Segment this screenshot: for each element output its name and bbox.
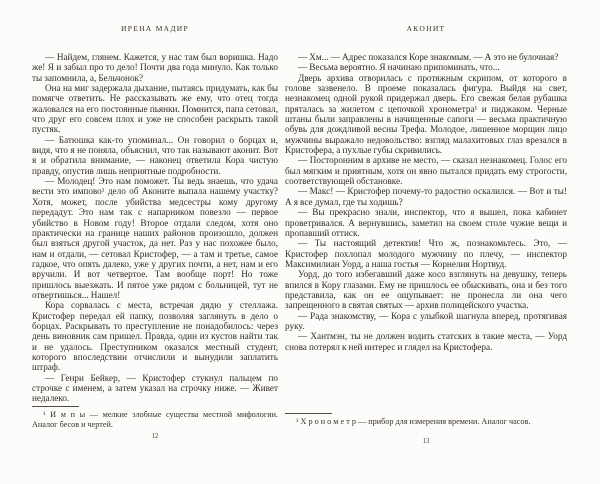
paragraph: — Посторонним в архиве не место, — сказал незнакомец. Голос его был мягким и приятным, хотя он явно пытался придать ему строгости, соответствующей обстановке.: [285, 155, 567, 187]
paragraph: — Ты настоящий детектив! Что ж, познакомьтесь. Это, — Кристофер похлопал молодого мужчину по плечу, — инспектор Максимилиан Уорд, а наша гостья — Корнелия Нортвуд.: [285, 238, 567, 269]
page-left-body: [32, 52, 278, 408]
footnote-block: [285, 413, 567, 427]
paragraph: Она на миг задержала дыхание, пытаясь придумать, как бы помягче ответить. Не рассказывать же ему, что отец тогда жаловался на его постоянные пьянки. Помнится, папа сетовал, что друг его совсем плох и уже не способен раскрыть такой пустяк.: [32, 83, 278, 135]
running-head-title: АКОНИТ: [406, 24, 446, 33]
running-head-author: ИРЕНА МАДИР: [121, 24, 189, 33]
footnote-text: ¹ И м п ы — мелкие злобные существа местной мифологии. Аналог бесов и чертей.: [32, 410, 278, 429]
page-number: 13: [422, 438, 430, 445]
paragraph: — Хантмэн, ты не должен водить статских в такие места, — Уорд снова потерял к ней интерес и глядел на Кристофера.: [285, 331, 567, 352]
footnote-text: ¹ Х р о н о м е т р — прибор для измерения времени. Аналог часов.: [296, 417, 531, 426]
footnote-rule: [285, 413, 332, 414]
paragraph: Уорд, до того избегавший даже косо взглянуть на девушку, теперь впился в Кору глазами. Ему не пришлось ее обыскивать, она и без того представила, как он ее ощупывает: не пронесла ли она чего запрещенного в святая святых — архив полицейского участка.: [285, 269, 567, 311]
paragraph: — Генри Бейкер, — Кристофер стукнул пальцем по строчке с именем, а затем указал на строчку ниже. — Живет недалеко.: [32, 372, 278, 404]
paragraph: — Весьма вероятно. Я начинаю припоминать, что...: [298, 62, 500, 73]
paragraph: — Макс! — Кристофер почему-то радостно оскалился. — Вот и ты! А я все думал, где ты ходишь?: [285, 186, 567, 207]
paragraph: — Батюшка как-то упоминал... Он говорил о борцах и, видя, что я не поняла, объяснил, что так называют аконит. Вот я и обратила внимание, — наконец ответила Кора чистую правду, опустив лишь неприятные подробности.: [32, 134, 278, 176]
paragraph: Кора сорвалась с места, встречая дядю у стеллажа. Кристофер передал ей папку, позволяя заглянуть в дело о борцах. Раскрывать то преступление не понадобилось: через день виновник сам пришел. Правда, один из кустов найти так и не удалось. Преступником оказался местный студент, которого впоследствии отчислили и вынудили заплатить штраф.: [32, 300, 278, 373]
footnote-block: [32, 406, 278, 429]
page-number: 12: [151, 433, 159, 440]
page-right: [285, 0, 567, 484]
paragraph: Дверь архива отворилась с протяжным скрипом, от которого в голове зазвенело. В проеме показалась фигура. Выйдя на свет, незнакомец одной рукой придержал дверь. Его свежая белая рубашка пряталась за жилетом с цепочкой хронометра¹ и пиджаком. Черные штаны были заправлены в начищенные сапоги — весьма практичную обувь для дождливой весны Трефа. Молодое, лишенное морщин лицо мужчины выражало недовольство: взгляд малахитовых глаз врезался в Кристофера, а пухлые губы скривились.: [285, 72, 567, 156]
footnote-rule: [32, 406, 79, 407]
page-right-body: [285, 52, 567, 408]
paragraph: — Вы прекрасно знали, инспектор, что я вышел, пока кабинет проветривался. А вернувшись, заметил на своем столе чужие вещи и пропавший оттиск.: [285, 207, 567, 238]
paragraph: — Молодец! Это нам поможет. Ты ведь знаешь, что удача вести это импово¹ дело об Аконите выпала нашему участку? Хотя, может, после убийства медсестры кому другому передадут. Это нам так с напарником повезло — первое убийство в Новом году! Второе отдали следом, хотя оно практически на границе наших районов произошло, должен был взяться другой участок, да нет. Раз у нас похожее было, нам и отдали, — сетовал Кристофер, — а там и третье, самое гадкое, что опять далеко, уже у других почти, а нет, нам и его вручили. И вот четвертое. Там вообще порт! Но тоже пришлось выезжать. И пятое уже рядом с больницей, тут не отвертишься... Нашел!: [32, 176, 278, 300]
paragraph: — Хм... — Адрес показался Коре знакомым. — А это не булочная?: [298, 52, 559, 62]
page-left: [32, 0, 278, 484]
paragraph: — Найдем, глянем. Кажется, у нас там был воришка. Надо же! Я и забыл про то дело! Почти два года минуло. Как только ты запомнила, а, Бельчонок?: [32, 52, 278, 83]
paragraph: — Рада знакомству, — Кора с улыбкой шагнула вперед, протягивая руку.: [285, 310, 567, 331]
